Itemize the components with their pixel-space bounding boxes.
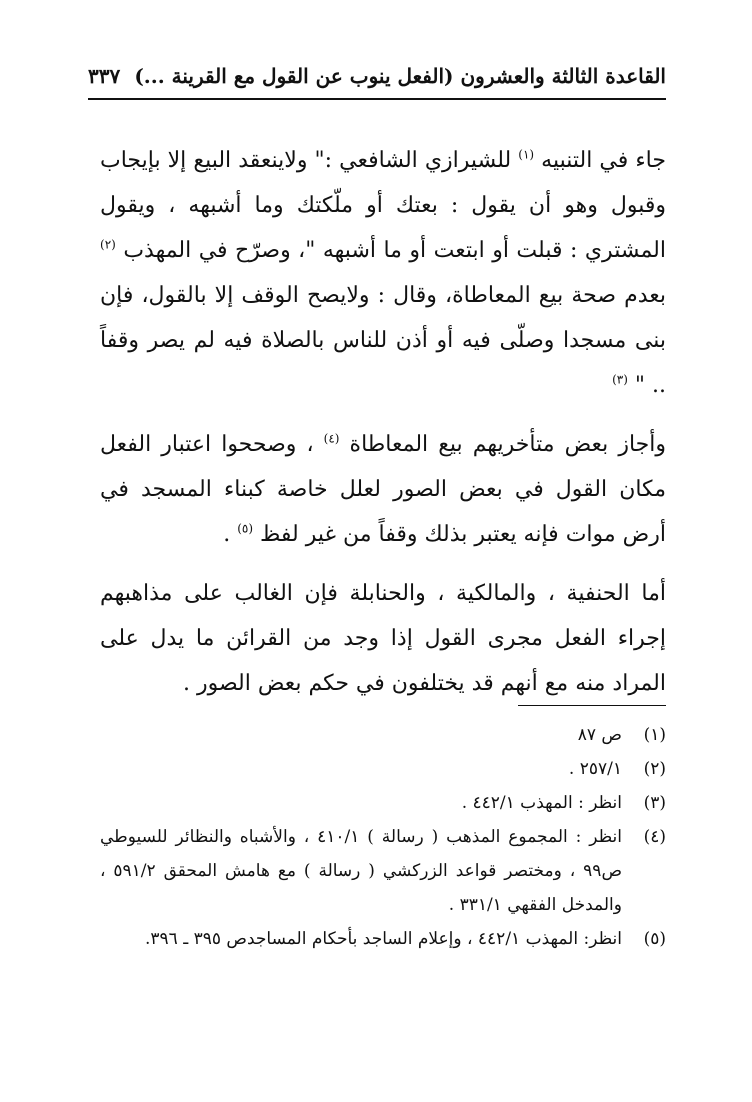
footnote-ref[interactable]: (٢) <box>100 237 116 252</box>
header-title: القاعدة الثالثة والعشرون (الفعل ينوب عن القول مع القرينة ...) <box>134 64 666 88</box>
footnote-number: (٢) <box>643 759 666 779</box>
text-run: بعدم صحة بيع المعاطاة، وقال : ولايصح الوقف إلا بالقول، فإن بنى مسجدا وصلّى فيه أو أذن للناس بالصلاة فيه لم يصر وقفاً .. " <box>100 283 666 398</box>
footnote <box>100 786 666 820</box>
footnote <box>100 752 666 786</box>
footnote-number: (١) <box>643 725 666 745</box>
footnote-text: انظر: المهذب ٤٤٢/١ ، وإعلام الساجد بأحكام المساجدص ٣٩٥ ـ ٣٩٦. <box>144 929 622 949</box>
text-run: جاء في التنبيه <box>541 148 666 173</box>
footnote-text: ص ٨٧ <box>577 725 622 745</box>
footnote-ref[interactable]: (٤) <box>323 431 340 446</box>
paragraph <box>100 138 666 408</box>
footnotes <box>100 718 666 956</box>
footnote-ref[interactable]: (٥) <box>237 521 254 536</box>
footnote-separator <box>518 705 666 706</box>
paragraph <box>100 422 666 557</box>
footnote-text: انظر : المجموع المذهب ( رسالة ) ٤١٠/١ ، والأشباه والنظائر للسيوطي ص٩٩ ، ومختصر قواعد الزركشي ( رسالة ) مع هامش المحقق ٥٩١/٢ ، والمدخل الفقهي ٣٣١/١ . <box>100 827 622 915</box>
text-run: . <box>223 522 231 547</box>
footnote-number: (٣) <box>643 793 666 813</box>
footnote-number: (٤) <box>643 827 666 847</box>
text-run: ، وصححوا اعتبار الفعل مكان القول في بعض الصور لعلل خاصة كبناء المسجد في أرض موات فإنه يعتبر بذلك وقفاً من غير لفظ <box>100 432 666 547</box>
text-run: وأجاز بعض متأخريهم بيع المعاطاة <box>349 432 667 457</box>
paragraph: أما الحنفية ، والمالكية ، والحنابلة فإن الغالب على مذاهبهم إجراء الفعل مجرى القول إذا وجد من القرائن ما يدل على المراد منه مع أنهم قد يختلفون في حكم بعض الصور . <box>100 581 667 696</box>
footnote-ref[interactable]: (٣) <box>612 372 628 387</box>
footnote-text: ٢٥٧/١ . <box>568 759 622 779</box>
footnote <box>100 718 666 752</box>
footnote <box>100 820 666 922</box>
page-number: ٣٣٧ <box>88 64 121 88</box>
footnote-number: (٥) <box>643 929 666 949</box>
footnote-text: انظر : المهذب ٤٤٢/١ . <box>461 793 622 813</box>
text-run: للشيرازي الشافعي :" ولاينعقد البيع إلا بإيجاب وقبول وهو أن يقول : بعتك أو ملّكتك وما أشبهه ، ويقول المشتري : قبلت أو ابتعت أو ما أشبهه "، وصرّح في المهذب <box>100 148 666 263</box>
footnote-ref[interactable]: (١) <box>518 147 535 162</box>
running-header <box>88 56 666 96</box>
main-text <box>100 138 666 706</box>
footnote <box>100 922 666 956</box>
header-rule <box>88 98 666 100</box>
